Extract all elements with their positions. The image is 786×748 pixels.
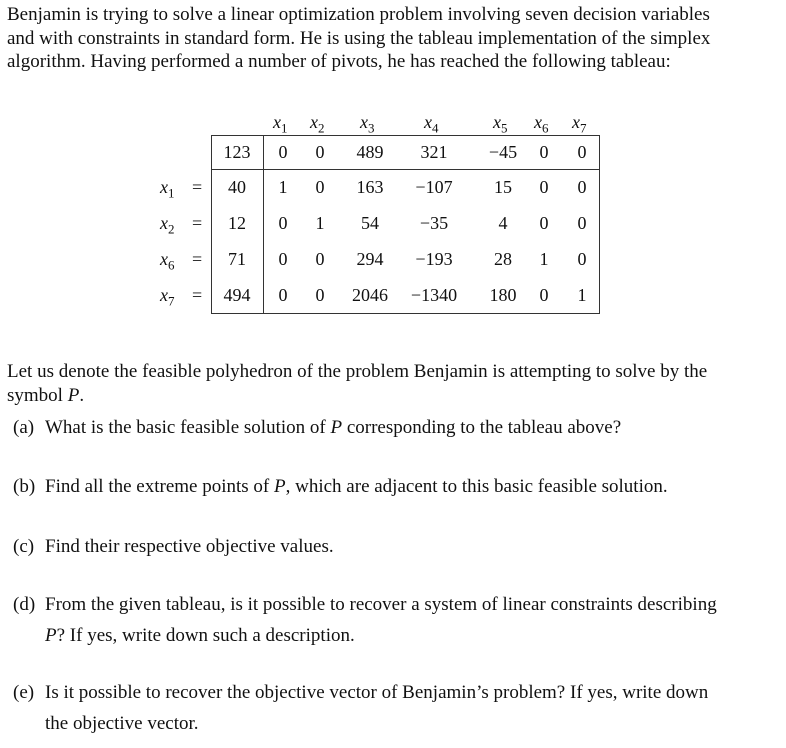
tableau-column-header-x1: $x_1$ [273, 112, 288, 136]
question-d-line-2-text: ? If yes, write down such a description. [56, 625, 355, 646]
tableau-cell: 54 [361, 213, 379, 233]
tableau-cell: 0 [315, 142, 325, 162]
question-b [13, 471, 668, 502]
tableau-cell: −35 [419, 213, 449, 233]
question-e-label: (e) [13, 682, 35, 703]
tableau-column-header-x5: $x_5$ [493, 112, 508, 136]
tableau-cell: 0 [278, 213, 288, 233]
intro-line-3: algorithm. Having performed a number of pivots, he has reached the following tableau: [7, 51, 671, 72]
question-b-symbol: P [274, 476, 286, 497]
tableau-cell: 180 [489, 285, 517, 305]
question-a-text-post: corresponding to the tableau above? [342, 417, 622, 438]
tableau-column-header-x2: $x_2$ [310, 112, 325, 136]
tableau-cell: 0 [278, 249, 288, 269]
question-a [13, 412, 621, 443]
question-b-label: (b) [13, 476, 36, 497]
question-c-label: (c) [13, 536, 35, 557]
question-c [13, 531, 334, 562]
tableau-row-header-x1: $x_1$ = [160, 177, 203, 201]
tableau-cell: 0 [539, 177, 549, 197]
tableau-cell: 0 [315, 249, 325, 269]
question-a-text-pre: What is the basic feasible solution of [45, 417, 331, 438]
tableau-cell: 321 [420, 142, 448, 162]
question-a-symbol: P [330, 417, 343, 438]
tableau-column-header-x4: $x_4$ [424, 112, 439, 136]
tableau-row-header-x2: $x_2$ = [160, 213, 203, 237]
tableau-cell: 1 [539, 249, 549, 269]
tableau-cell: 0 [539, 142, 549, 162]
tableau-cell: 494 [223, 285, 251, 305]
tableau-cell: −45 [488, 142, 518, 162]
question-e [13, 677, 708, 739]
tableau-cell: 163 [356, 177, 384, 197]
tableau-objective-divider [211, 169, 600, 170]
tableau-cell: 0 [315, 285, 325, 305]
tableau-cell: 123 [223, 142, 251, 162]
tableau-cell: 1 [278, 177, 288, 197]
tableau-cell: −193 [415, 249, 453, 269]
symbol-p: P [67, 384, 80, 406]
problem-def-line-2: symbol P. [7, 384, 85, 406]
tableau-row-header-x7: $x_7$ = [160, 285, 203, 309]
question-e-line-1: Is it possible to recover the objective vector of Benjamin’s problem? If yes, write down [45, 682, 709, 703]
question-d-label: (d) [13, 594, 36, 615]
intro-paragraph [7, 3, 767, 74]
intro-line-1: Benjamin is trying to solve a linear optimization problem involving seven decision variables [7, 4, 710, 25]
tableau-cell: 0 [278, 285, 288, 305]
tableau-cell: 0 [577, 249, 587, 269]
tableau-cell: 4 [498, 213, 508, 233]
tableau-cell: 12 [228, 213, 246, 233]
tableau-column-header-x3: $x_3$ [360, 112, 375, 136]
tableau-cell: 15 [494, 177, 512, 197]
question-b-text-pre: Find all the extreme points of [45, 476, 275, 497]
tableau-cell: 0 [278, 142, 288, 162]
tableau-cell: 1 [315, 213, 325, 233]
tableau-cell: 71 [228, 249, 246, 269]
question-d [13, 589, 717, 651]
problem-definition [7, 360, 707, 407]
tableau-row-header-x6: $x_6$ = [160, 249, 203, 273]
problem-def-line-1: Let us denote the feasible polyhedron of the problem Benjamin is attempting to solve by the [7, 361, 708, 382]
question-d-line-2 [13, 620, 717, 651]
tableau-cell: −1340 [410, 285, 458, 305]
tableau-cell: 0 [539, 213, 549, 233]
tableau-cell: 0 [577, 177, 587, 197]
tableau-cell: 0 [577, 213, 587, 233]
question-d-symbol: P [45, 625, 57, 646]
intro-line-2: and with constraints in standard form. He is using the tableau implementation of the simplex [7, 27, 711, 49]
tableau-column-header-x6: $x_6$ [534, 112, 549, 136]
question-a-label: (a) [13, 417, 35, 438]
tableau-cell: 0 [315, 177, 325, 197]
tableau-cell: 489 [356, 142, 384, 162]
tableau-cell: 28 [494, 249, 512, 269]
tableau-cell: 294 [356, 249, 384, 269]
tableau-cell: 0 [577, 142, 587, 162]
tableau-cell: 0 [539, 285, 549, 305]
tableau-cell: 1 [577, 285, 587, 305]
question-d-line-1: From the given tableau, is it possible to recover a system of linear constraints describing [45, 594, 717, 615]
tableau-cell: −107 [415, 177, 453, 197]
tableau-cell: 2046 [352, 285, 388, 305]
question-e-line-2: the objective vector. [45, 713, 199, 734]
question-b-text-post: , which are adjacent to this basic feasible solution. [285, 476, 668, 497]
tableau-cell: 40 [228, 177, 246, 197]
question-c-text: Find their respective objective values. [45, 536, 334, 557]
tableau-column-header-x7: $x_7$ [572, 112, 587, 136]
